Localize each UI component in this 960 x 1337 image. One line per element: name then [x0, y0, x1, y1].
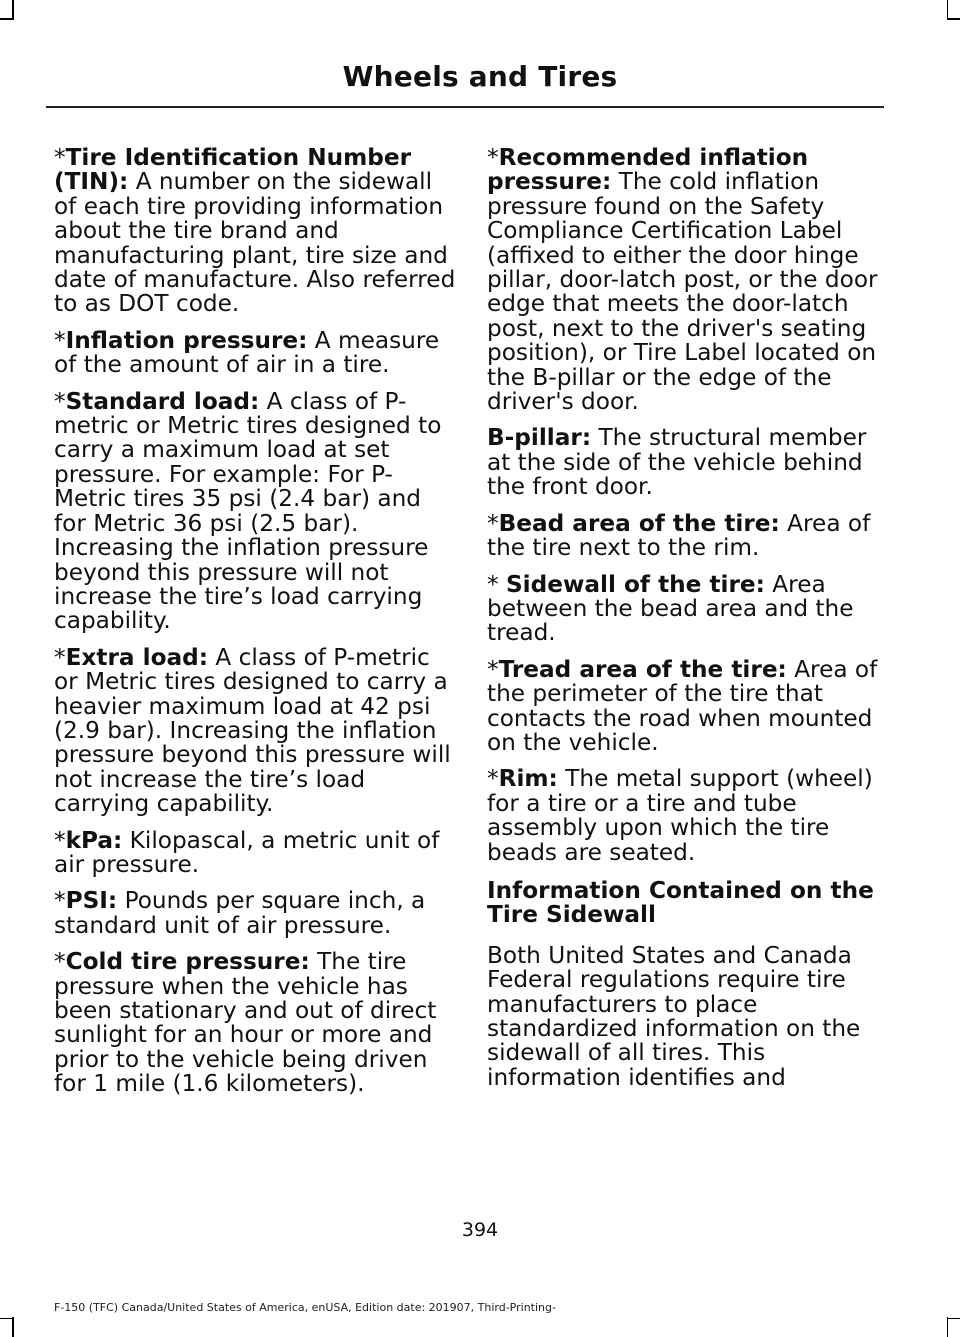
definition-term: Bead area of the tire:: [498, 509, 780, 537]
definition-term: kPa:: [65, 826, 123, 854]
definition-bead-area: *Bead area of the tire: Area of the tire next to the rim.: [487, 509, 871, 562]
definition-term: Sidewall of the tire:: [505, 570, 765, 598]
footer-edition-info: F-150 (TFC) Canada/United States of America, enUSA, Edition date: 201907, Third-Printing-: [54, 1301, 556, 1314]
definition-extra-load: *Extra load: A class of P-metric or Metric tires designed to carry a heavier maximum load at 42 psi (2.9 bar). Increasing the inflation pressure beyond this pressure will not increase the tire’s load carrying capability.: [54, 643, 451, 818]
crop-mark: [12, 0, 14, 20]
section-heading: Information Contained on the Tire Sidewall: [487, 876, 874, 929]
definition-text: The metal support (wheel) for a tire or a tire and tube assembly upon which the tire beads are seated.: [487, 765, 873, 866]
definition-tread-area: *Tread area of the tire: Area of the perimeter of the tire that contacts the road when mounted on the vehicle.: [487, 655, 878, 756]
definition-rim: *Rim: The metal support (wheel) for a tire or a tire and tube assembly upon which the tire beads are seated.: [487, 765, 873, 866]
definition-term: Cold tire pressure:: [65, 948, 310, 976]
definition-text: The cold inflation pressure found on the Safety Compliance Certification Label (affixed to either the door hinge pillar, door-latch post, or the door edge that meets the door-latch post, next to the driver's seating position), or Tire Label located on the B-pillar or the edge of the driver's door.: [487, 168, 878, 416]
definition-text: Pounds per square inch, a standard unit of air pressure.: [54, 887, 426, 939]
definition-b-pillar: [487, 426, 882, 499]
page-title: Wheels and Tires: [342, 60, 618, 93]
definition-text: Area of the tire next to the rim.: [487, 509, 871, 562]
page-number: 394: [461, 1219, 499, 1241]
crop-mark: [947, 1317, 949, 1337]
definition-standard-load: *Standard load: A class of P-metric or Metric tires designed to carry a maximum load at set pressure. For example: For P-Metric tires 35 psi (2.4 bar) and for Metric 36 psi (2.5 bar). Increasing the inflation pressure beyond this pressure will not increase the tire’s load carrying capability.: [54, 387, 442, 635]
right-column: [487, 146, 882, 1102]
crop-mark: [0, 1318, 12, 1320]
definition-term: Extra load:: [65, 643, 209, 671]
crop-mark: [947, 0, 949, 20]
definition-text: A class of P-metric or Metric tires designed to carry a maximum load at set pressure. For example: For P-Metric tires 35 psi (2.4 bar) and for Metric 36 psi (2.5 bar). Increasing the inflation pressure beyond this pressure will not increase the tire’s load carrying capability.: [54, 387, 442, 635]
definition-term: Tire Identification Number (TIN):: [54, 144, 412, 196]
definition-psi: *PSI: Pounds per square inch, a standard unit of air pressure.: [54, 887, 426, 939]
definition-text: A number on the sidewall of each tire providing information about the tire brand and manufacturing plant, tire size and date of manufacture. Also referred to as DOT code.: [54, 168, 456, 318]
crop-mark: [0, 18, 12, 20]
definition-term: Inflation pressure:: [65, 326, 308, 354]
definition-text: The structural member at the side of the vehicle behind the front door.: [487, 424, 867, 501]
crop-mark: [948, 1318, 960, 1320]
definition-term: Tread area of the tire:: [498, 655, 787, 683]
definition-term: Standard load:: [65, 387, 260, 415]
definition-text: Area of the perimeter of the tire that contacts the road when mounted on the vehicle.: [487, 655, 878, 756]
definition-term: B-pillar:: [487, 424, 592, 452]
left-column: [54, 146, 459, 1109]
definition-inflation-pressure: *Inflation pressure: A measure of the amount of air in a tire.: [54, 326, 440, 379]
definition-tin: *Tire Identification Number (TIN): A number on the sidewall of each tire providing information about the tire brand and manufacturing plant, tire size and date of manufacture. Also referred to as DOT code.: [54, 144, 456, 318]
definition-kpa: *kPa: Kilopascal, a metric unit of air pressure.: [54, 826, 440, 878]
definition-term: Recommended inflation pressure:: [487, 144, 809, 196]
definition-text: A class of P-metric or Metric tires designed to carry a heavier maximum load at 42 psi (2.9 bar). Increasing the inflation pressure beyond this pressure will not increase the tire’s load carrying capability.: [54, 643, 451, 818]
definition-cold-tire-pressure: *Cold tire pressure: The tire pressure when the vehicle has been stationary and out of direct sunlight for an hour or more and prior to the vehicle being driven for 1 mile (1.6 kilometers).: [54, 948, 437, 1098]
definition-sidewall: * Sidewall of the tire: Area between the bead area and the tread.: [487, 570, 854, 647]
definition-text: Area between the bead area and the tread.: [487, 570, 854, 647]
header-divider: [46, 106, 884, 108]
crop-mark: [12, 1317, 14, 1337]
definition-recommended-inflation-pressure: *Recommended inflation pressure: The cold inflation pressure found on the Safety Compliance Certification Label (affixed to either the door hinge pillar, door-latch post, or the door edge that meets the door-latch post, next to the driver's seating position), or Tire Label located on the B-pillar or the edge of the driver's door.: [487, 144, 878, 416]
definition-term: PSI:: [65, 887, 118, 915]
crop-mark: [948, 18, 960, 20]
section-body: Both United States and Canada Federal regulations require tire manufacturers to place standardized information on the sidewall of all tires. This information identifies and: [487, 941, 861, 1091]
definition-text: Kilopascal, a metric unit of air pressure.: [54, 826, 440, 878]
definition-term: Rim:: [498, 765, 558, 793]
definition-text: A measure of the amount of air in a tire.: [54, 326, 440, 379]
definition-text: The tire pressure when the vehicle has been stationary and out of direct sunlight for an hour or more and prior to the vehicle being driven for 1 mile (1.6 kilometers).: [54, 948, 437, 1098]
